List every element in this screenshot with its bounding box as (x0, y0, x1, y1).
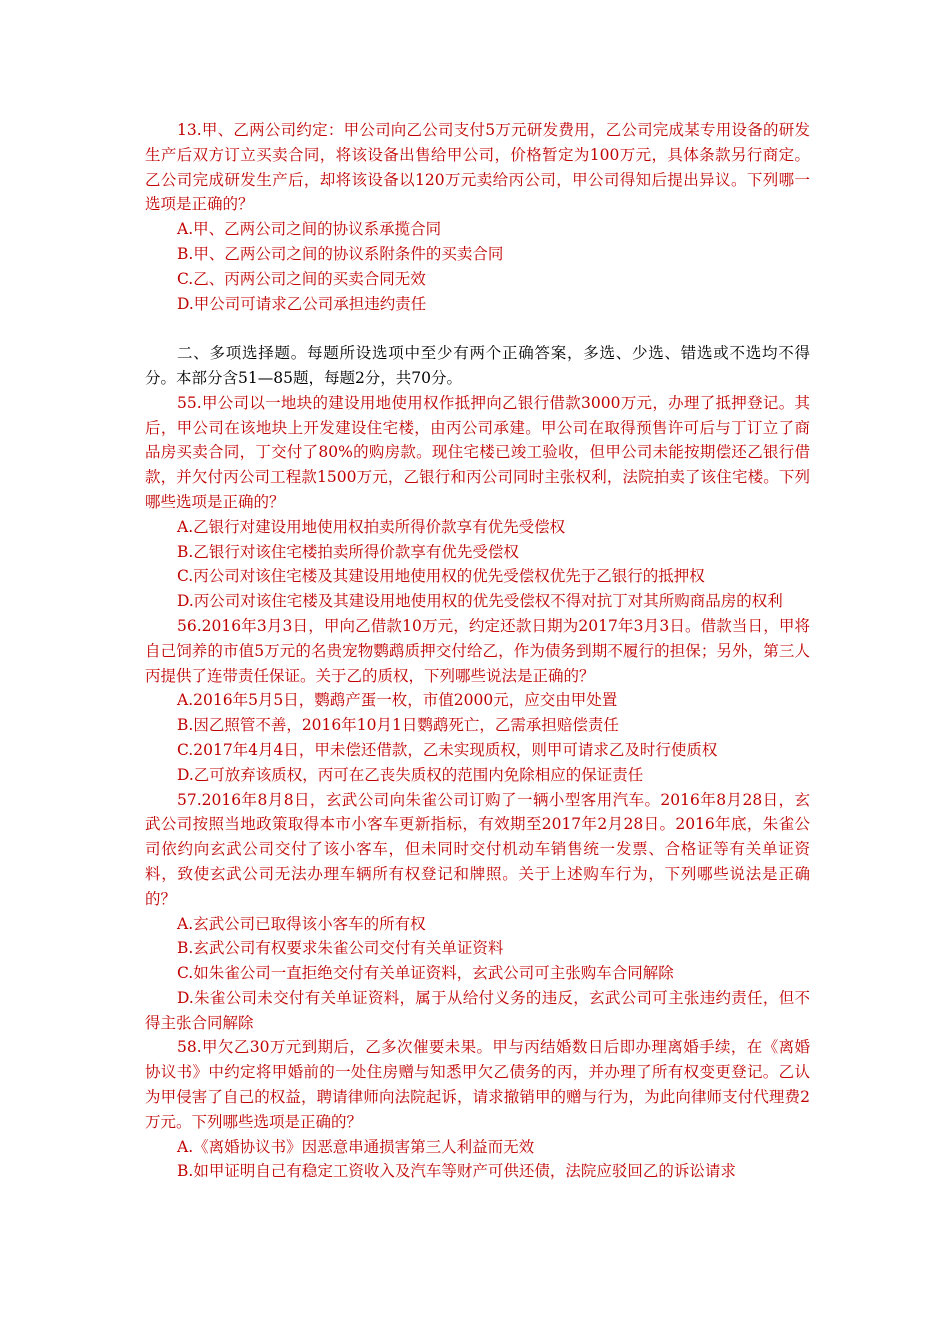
q58-stem: 58.甲欠乙30万元到期后，乙多次催要未果。甲与丙结婚数日后即办理离婚手续，在《离婚协议书》中约定将甲婚前的一处住房赠与知悉甲欠乙债务的丙，并办理了所有权变更登记。乙认为甲侵害了自己的权益，聘请律师向法院起诉，请求撤销甲的赠与行为，为此向律师支付代理费2万元。下列哪些选项是正确的？ (145, 1038, 810, 1131)
q57-option-c: C.如朱雀公司一直拒绝交付有关单证资料，玄武公司可主张购车合同解除 (177, 964, 674, 983)
q13-option-c: C.乙、丙两公司之间的买卖合同无效 (177, 269, 426, 288)
q56-option-a: A.2016年5月5日，鹦鹉产蛋一枚，市值2000元，应交由甲处置 (177, 691, 618, 710)
spacer (145, 316, 810, 341)
section-2-heading: 二、多项选择题。每题所设选项中至少有两个正确答案，多选、少选、错选或不选均不得分。本部分含51—85题，每题2分，共70分。 (145, 344, 810, 387)
q55-option-d: D.丙公司对该住宅楼及其建设用地使用权的优先受偿权不得对抗丁对其所购商品房的权利 (177, 592, 783, 611)
q56-stem: 56.2016年3月3日，甲向乙借款10万元，约定还款日期为2017年3月3日。借款当日，甲将自己饲养的市值5万元的名贵宠物鹦鹉质押交付给乙，作为债务到期不履行的担保；另外，第三人丙提供了连带责任保证。关于乙的质权，下列哪些说法是正确的？ (145, 616, 810, 685)
q57-option-a: A.玄武公司已取得该小客车的所有权 (177, 914, 426, 933)
q55-option-b: B.乙银行对该住宅楼拍卖所得价款享有优先受偿权 (177, 542, 519, 561)
q57-stem: 57.2016年8月8日，玄武公司向朱雀公司订购了一辆小型客用汽车。2016年8月28日，玄武公司按照当地政策取得本市小客车更新指标，有效期至2017年2月28日。2016年底，朱雀公司依约向玄武公司交付了该小客车，但未同时交付机动车销售统一发票、合格证等有关单证资料，致使玄武公司无法办理车辆所有权登记和牌照。关于上述购车行为，下列哪些说法是正确的？ (145, 790, 810, 908)
q55-option-a: A.乙银行对建设用地使用权拍卖所得价款享有优先受偿权 (177, 517, 566, 536)
q56-option-b: B.因乙照管不善，2016年10月1日鹦鹉死亡，乙需承担赔偿责任 (177, 716, 619, 735)
q56-option-d: D.乙可放弃该质权，丙可在乙丧失质权的范围内免除相应的保证责任 (177, 765, 644, 784)
q55-option-c: C.丙公司对该住宅楼及其建设用地使用权的优先受偿权优先于乙银行的抵押权 (177, 567, 705, 586)
q57-option-b: B.玄武公司有权要求朱雀公司交付有关单证资料 (177, 939, 504, 958)
q57-option-d: D.朱雀公司未交付有关单证资料，属于从给付义务的违反，玄武公司可主张违约责任，但不得主张合同解除 (145, 988, 810, 1032)
q55-stem: 55.甲公司以一地块的建设用地使用权作抵押向乙银行借款3000万元，办理了抵押登记。其后，甲公司在该地块上开发建设住宅楼，由丙公司承建。甲公司在取得预售许可后与丁订立了商品房买卖合同，丁交付了80%的购房款。现住宅楼已竣工验收，但甲公司未能按期偿还乙银行借款，并欠付丙公司工程款1500万元，乙银行和丙公司同时主张权利，法院拍卖了该住宅楼。下列哪些选项是正确的？ (145, 393, 810, 511)
q13-option-d: D.甲公司可请求乙公司承担违约责任 (177, 294, 427, 313)
q58-option-b: B.如甲证明自己有稳定工资收入及汽车等财产可供还债，法院应驳回乙的诉讼请求 (177, 1162, 736, 1181)
q13-option-a: A.甲、乙两公司之间的协议系承揽合同 (177, 220, 442, 239)
document-page (145, 118, 810, 1184)
q13-stem: 13.甲、乙两公司约定：甲公司向乙公司支付5万元研发费用，乙公司完成某专用设备的研发生产后双方订立买卖合同，将该设备出售给甲公司，价格暂定为100万元，具体条款另行商定。乙公司完成研发生产后，却将该设备以120万元卖给丙公司，甲公司得知后提出异议。下列哪一选项是正确的？ (145, 121, 810, 214)
q58-option-a: A.《离婚协议书》因恶意串通损害第三人利益而无效 (177, 1137, 535, 1156)
q13-option-b: B.甲、乙两公司之间的协议系附条件的买卖合同 (177, 244, 504, 263)
q56-option-c: C.2017年4月4日，甲未偿还借款，乙未实现质权，则甲可请求乙及时行使质权 (177, 740, 718, 759)
